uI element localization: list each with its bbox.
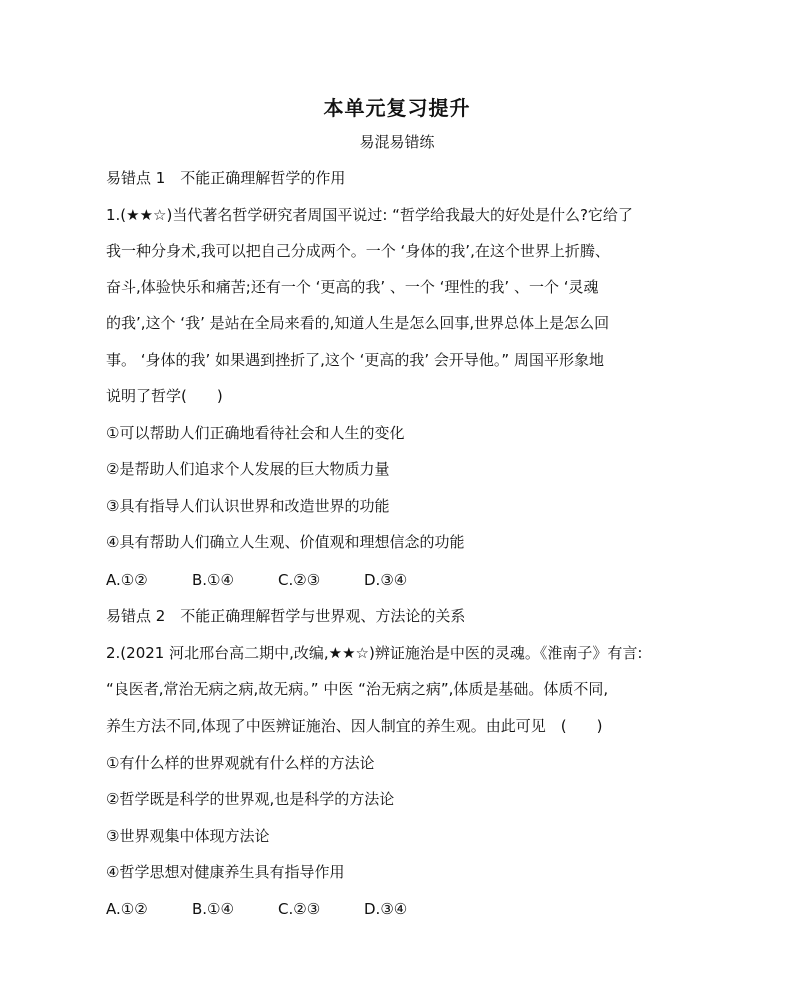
q2-line: “良医者,常治无病之病,故无病。” 中医 “治无病之病”,体质是基础。体质不同, <box>106 680 609 698</box>
q2-option-b[interactable]: B.①④ <box>192 900 234 918</box>
q2-options <box>106 899 450 919</box>
q1-option-b[interactable]: B.①④ <box>192 571 234 589</box>
q1-option-a[interactable]: A.①② <box>106 571 148 589</box>
page-title: 本单元复习提升 <box>323 96 471 120</box>
q2-statement: ③世界观集中体现方法论 <box>106 827 270 845</box>
q1-line: 事。 ‘身体的我’ 如果遇到挫折了,这个 ‘更高的我’ 会开导他。” 周国平形象地 <box>106 351 604 369</box>
q2-option-c[interactable]: C.②③ <box>278 900 321 918</box>
q2-statement: ②哲学既是科学的世界观,也是科学的方法论 <box>106 790 395 808</box>
q2-option-d[interactable]: D.③④ <box>364 900 408 918</box>
q2-option-a[interactable]: A.①② <box>106 900 148 918</box>
q1-line: 我一种分身术,我可以把自己分成两个。一个 ‘身体的我’,在这个世界上折腾、 <box>106 242 610 260</box>
q2-line: 养生方法不同,体现了中医辨证施治、因人制宜的养生观。由此可见 ( ) <box>106 717 603 735</box>
q2-statement: ④哲学思想对健康养生具有指导作用 <box>106 863 345 881</box>
q1-option-d[interactable]: D.③④ <box>364 571 408 589</box>
q1-line: 说明了哲学( ) <box>106 387 223 405</box>
section2-heading: 易错点 2 不能正确理解哲学与世界观、方法论的关系 <box>106 607 466 625</box>
q1-line: 1.(★★☆)当代著名哲学研究者周国平说过: “哲学给我最大的好处是什么?它给了 <box>106 206 633 224</box>
q1-statement: ②是帮助人们追求个人发展的巨大物质力量 <box>106 460 390 478</box>
q1-statement: ④具有帮助人们确立人生观、价值观和理想信念的功能 <box>106 533 465 551</box>
q1-line: 的我’,这个 ‘我’ 是站在全局来看的,知道人生是怎么回事,世界总体上是怎么回 <box>106 314 610 332</box>
q1-options <box>106 570 450 590</box>
section1-heading: 易错点 1 不能正确理解哲学的作用 <box>106 169 346 187</box>
q1-line: 奋斗,体验快乐和痛苦;还有一个 ‘更高的我’ 、一个 ‘理性的我’ 、一个 ‘灵魂 <box>106 278 599 296</box>
q1-statement: ①可以帮助人们正确地看待社会和人生的变化 <box>106 424 405 442</box>
q1-statement: ③具有指导人们认识世界和改造世界的功能 <box>106 497 390 515</box>
page-subtitle: 易混易错练 <box>359 133 435 151</box>
q2-line: 2.(2021 河北邢台高二期中,改编,★★☆)辨证施治是中医的灵魂。《淮南子》有言: <box>106 644 643 662</box>
q1-option-c[interactable]: C.②③ <box>278 571 321 589</box>
q2-statement: ①有什么样的世界观就有什么样的方法论 <box>106 754 375 772</box>
